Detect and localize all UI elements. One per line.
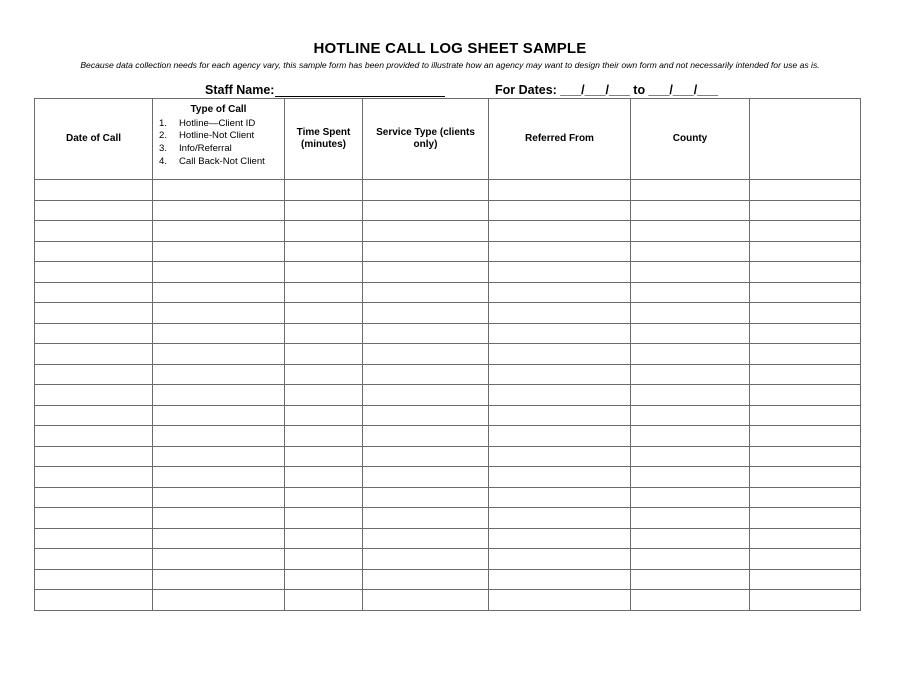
cell-type[interactable] — [153, 569, 285, 590]
cell-service[interactable] — [363, 241, 489, 262]
cell-type[interactable] — [153, 426, 285, 447]
table-row — [35, 446, 861, 467]
cell-county[interactable] — [631, 405, 750, 426]
cell-county[interactable] — [631, 221, 750, 242]
table-row — [35, 405, 861, 426]
type-option: 4. Call Back-Not Client — [159, 155, 265, 167]
cell-referred[interactable] — [489, 569, 631, 590]
table-row — [35, 303, 861, 324]
cell-referred[interactable] — [489, 180, 631, 201]
cell-extra[interactable] — [750, 549, 861, 570]
cell-type[interactable] — [153, 590, 285, 611]
table-row — [35, 426, 861, 447]
cell-time[interactable] — [285, 446, 363, 467]
cell-time[interactable] — [285, 303, 363, 324]
cell-type[interactable] — [153, 446, 285, 467]
type-of-call-options — [159, 118, 284, 169]
cell-date[interactable] — [35, 303, 153, 324]
cell-county[interactable] — [631, 426, 750, 447]
cell-extra[interactable] — [750, 262, 861, 283]
cell-type[interactable] — [153, 385, 285, 406]
cell-time[interactable] — [285, 528, 363, 549]
cell-extra[interactable] — [750, 364, 861, 385]
cell-time[interactable] — [285, 323, 363, 344]
cell-extra[interactable] — [750, 221, 861, 242]
cell-date[interactable] — [35, 180, 153, 201]
cell-time[interactable] — [285, 405, 363, 426]
cell-extra[interactable] — [750, 508, 861, 529]
cell-extra[interactable] — [750, 590, 861, 611]
cell-service[interactable] — [363, 549, 489, 570]
cell-service[interactable] — [363, 590, 489, 611]
cell-type[interactable] — [153, 262, 285, 283]
cell-county[interactable] — [631, 385, 750, 406]
cell-time[interactable] — [285, 180, 363, 201]
cell-time[interactable] — [285, 221, 363, 242]
table-row — [35, 180, 861, 201]
table-row — [35, 364, 861, 385]
cell-extra[interactable] — [750, 528, 861, 549]
cell-referred[interactable] — [489, 405, 631, 426]
cell-time[interactable] — [285, 364, 363, 385]
cell-type[interactable] — [153, 467, 285, 488]
cell-type[interactable] — [153, 180, 285, 201]
cell-date[interactable] — [35, 364, 153, 385]
cell-service[interactable] — [363, 344, 489, 365]
cell-county[interactable] — [631, 364, 750, 385]
table-row — [35, 323, 861, 344]
cell-type[interactable] — [153, 282, 285, 303]
cell-referred[interactable] — [489, 467, 631, 488]
cell-referred[interactable] — [489, 323, 631, 344]
cell-type[interactable] — [153, 487, 285, 508]
cell-county[interactable] — [631, 590, 750, 611]
table-row — [35, 508, 861, 529]
cell-extra[interactable] — [750, 385, 861, 406]
cell-time[interactable] — [285, 385, 363, 406]
cell-county[interactable] — [631, 344, 750, 365]
cell-referred[interactable] — [489, 241, 631, 262]
header-blank-column — [750, 99, 861, 180]
table-row — [35, 221, 861, 242]
cell-type[interactable] — [153, 303, 285, 324]
cell-county[interactable] — [631, 200, 750, 221]
header-time-spent: Time Spent (minutes) — [285, 99, 363, 180]
cell-extra[interactable] — [750, 303, 861, 324]
type-option: 1. Hotline—Client ID — [159, 117, 256, 129]
cell-date[interactable] — [35, 344, 153, 365]
cell-service[interactable] — [363, 426, 489, 447]
cell-date[interactable] — [35, 426, 153, 447]
cell-referred[interactable] — [489, 282, 631, 303]
cell-type[interactable] — [153, 241, 285, 262]
cell-extra[interactable] — [750, 569, 861, 590]
cell-referred[interactable] — [489, 385, 631, 406]
cell-referred[interactable] — [489, 200, 631, 221]
cell-type[interactable] — [153, 344, 285, 365]
cell-time[interactable] — [285, 590, 363, 611]
cell-referred[interactable] — [489, 303, 631, 324]
cell-service[interactable] — [363, 508, 489, 529]
cell-referred[interactable] — [489, 590, 631, 611]
type-option: 2. Hotline-Not Client — [159, 130, 255, 142]
cell-referred[interactable] — [489, 528, 631, 549]
cell-service[interactable] — [363, 303, 489, 324]
cell-type[interactable] — [153, 364, 285, 385]
cell-date[interactable] — [35, 590, 153, 611]
cell-service[interactable] — [363, 405, 489, 426]
cell-extra[interactable] — [750, 323, 861, 344]
cell-date[interactable] — [35, 323, 153, 344]
cell-date[interactable] — [35, 446, 153, 467]
cell-county[interactable] — [631, 569, 750, 590]
cell-service[interactable] — [363, 262, 489, 283]
cell-date[interactable] — [35, 549, 153, 570]
staff-name-field[interactable] — [205, 83, 445, 97]
header-county: County — [631, 99, 750, 180]
header-row — [35, 99, 861, 180]
call-log-table — [34, 98, 861, 611]
cell-type[interactable] — [153, 549, 285, 570]
table-row — [35, 241, 861, 262]
form-subtitle: Because data collection needs for each agency vary, this sample form has been provided to illustrate how an agency may want to design their own form and not necessarily intended for use as is. — [80, 60, 820, 70]
cell-county[interactable] — [631, 528, 750, 549]
cell-county[interactable] — [631, 508, 750, 529]
cell-referred[interactable] — [489, 549, 631, 570]
staff-name-blank[interactable] — [275, 84, 445, 97]
cell-time[interactable] — [285, 282, 363, 303]
form-title: HOTLINE CALL LOG SHEET SAMPLE — [313, 40, 587, 57]
cell-service[interactable] — [363, 180, 489, 201]
cell-service[interactable] — [363, 528, 489, 549]
cell-county[interactable] — [631, 487, 750, 508]
cell-service[interactable] — [363, 200, 489, 221]
cell-time[interactable] — [285, 344, 363, 365]
cell-county[interactable] — [631, 282, 750, 303]
cell-extra[interactable] — [750, 446, 861, 467]
cell-service[interactable] — [363, 569, 489, 590]
cell-service[interactable] — [363, 487, 489, 508]
cell-type[interactable] — [153, 200, 285, 221]
table-row — [35, 590, 861, 611]
cell-extra[interactable] — [750, 241, 861, 262]
cell-referred[interactable] — [489, 344, 631, 365]
cell-time[interactable] — [285, 569, 363, 590]
cell-extra[interactable] — [750, 487, 861, 508]
cell-date[interactable] — [35, 221, 153, 242]
table-row — [35, 262, 861, 283]
cell-service[interactable] — [363, 221, 489, 242]
cell-type[interactable] — [153, 508, 285, 529]
cell-service[interactable] — [363, 446, 489, 467]
table-row — [35, 528, 861, 549]
for-dates-field[interactable]: For Dates: ___/___/___ to ___/___/___ — [495, 83, 719, 97]
cell-date[interactable] — [35, 528, 153, 549]
cell-extra[interactable] — [750, 180, 861, 201]
table-row — [35, 569, 861, 590]
cell-service[interactable] — [363, 385, 489, 406]
cell-service[interactable] — [363, 323, 489, 344]
header-type-of-call — [153, 99, 285, 180]
cell-date[interactable] — [35, 467, 153, 488]
table-row — [35, 200, 861, 221]
cell-time[interactable] — [285, 508, 363, 529]
header-service-type: Service Type (clients only) — [363, 99, 489, 180]
header-date-of-call: Date of Call — [35, 99, 153, 180]
cell-time[interactable] — [285, 549, 363, 570]
cell-time[interactable] — [285, 200, 363, 221]
cell-date[interactable] — [35, 241, 153, 262]
cell-county[interactable] — [631, 549, 750, 570]
cell-date[interactable] — [35, 569, 153, 590]
cell-time[interactable] — [285, 487, 363, 508]
cell-time[interactable] — [285, 262, 363, 283]
cell-extra[interactable] — [750, 344, 861, 365]
type-option: 3. Info/Referral — [159, 143, 232, 155]
table-row — [35, 344, 861, 365]
cell-county[interactable] — [631, 446, 750, 467]
cell-extra[interactable] — [750, 405, 861, 426]
cell-type[interactable] — [153, 221, 285, 242]
cell-service[interactable] — [363, 364, 489, 385]
header-referred-from: Referred From — [489, 99, 631, 180]
cell-extra[interactable] — [750, 426, 861, 447]
cell-extra[interactable] — [750, 282, 861, 303]
cell-service[interactable] — [363, 467, 489, 488]
cell-date[interactable] — [35, 262, 153, 283]
cell-county[interactable] — [631, 467, 750, 488]
cell-county[interactable] — [631, 323, 750, 344]
cell-referred[interactable] — [489, 426, 631, 447]
staff-name-label: Staff Name: — [205, 83, 275, 97]
cell-county[interactable] — [631, 262, 750, 283]
cell-county[interactable] — [631, 180, 750, 201]
cell-county[interactable] — [631, 241, 750, 262]
cell-referred[interactable] — [489, 487, 631, 508]
cell-date[interactable] — [35, 405, 153, 426]
cell-date[interactable] — [35, 487, 153, 508]
cell-referred[interactable] — [489, 221, 631, 242]
cell-time[interactable] — [285, 241, 363, 262]
log-body — [35, 180, 861, 611]
cell-type[interactable] — [153, 528, 285, 549]
cell-type[interactable] — [153, 405, 285, 426]
cell-extra[interactable] — [750, 467, 861, 488]
cell-referred[interactable] — [489, 508, 631, 529]
cell-referred[interactable] — [489, 364, 631, 385]
cell-service[interactable] — [363, 282, 489, 303]
cell-date[interactable] — [35, 282, 153, 303]
cell-type[interactable] — [153, 323, 285, 344]
cell-date[interactable] — [35, 200, 153, 221]
cell-time[interactable] — [285, 426, 363, 447]
cell-date[interactable] — [35, 508, 153, 529]
cell-date[interactable] — [35, 385, 153, 406]
cell-time[interactable] — [285, 467, 363, 488]
table-row — [35, 282, 861, 303]
cell-extra[interactable] — [750, 200, 861, 221]
table-row — [35, 487, 861, 508]
cell-referred[interactable] — [489, 262, 631, 283]
type-of-call-heading: Type of Call — [190, 104, 247, 115]
cell-referred[interactable] — [489, 446, 631, 467]
table-row — [35, 467, 861, 488]
table-row — [35, 385, 861, 406]
table-row — [35, 549, 861, 570]
cell-county[interactable] — [631, 303, 750, 324]
